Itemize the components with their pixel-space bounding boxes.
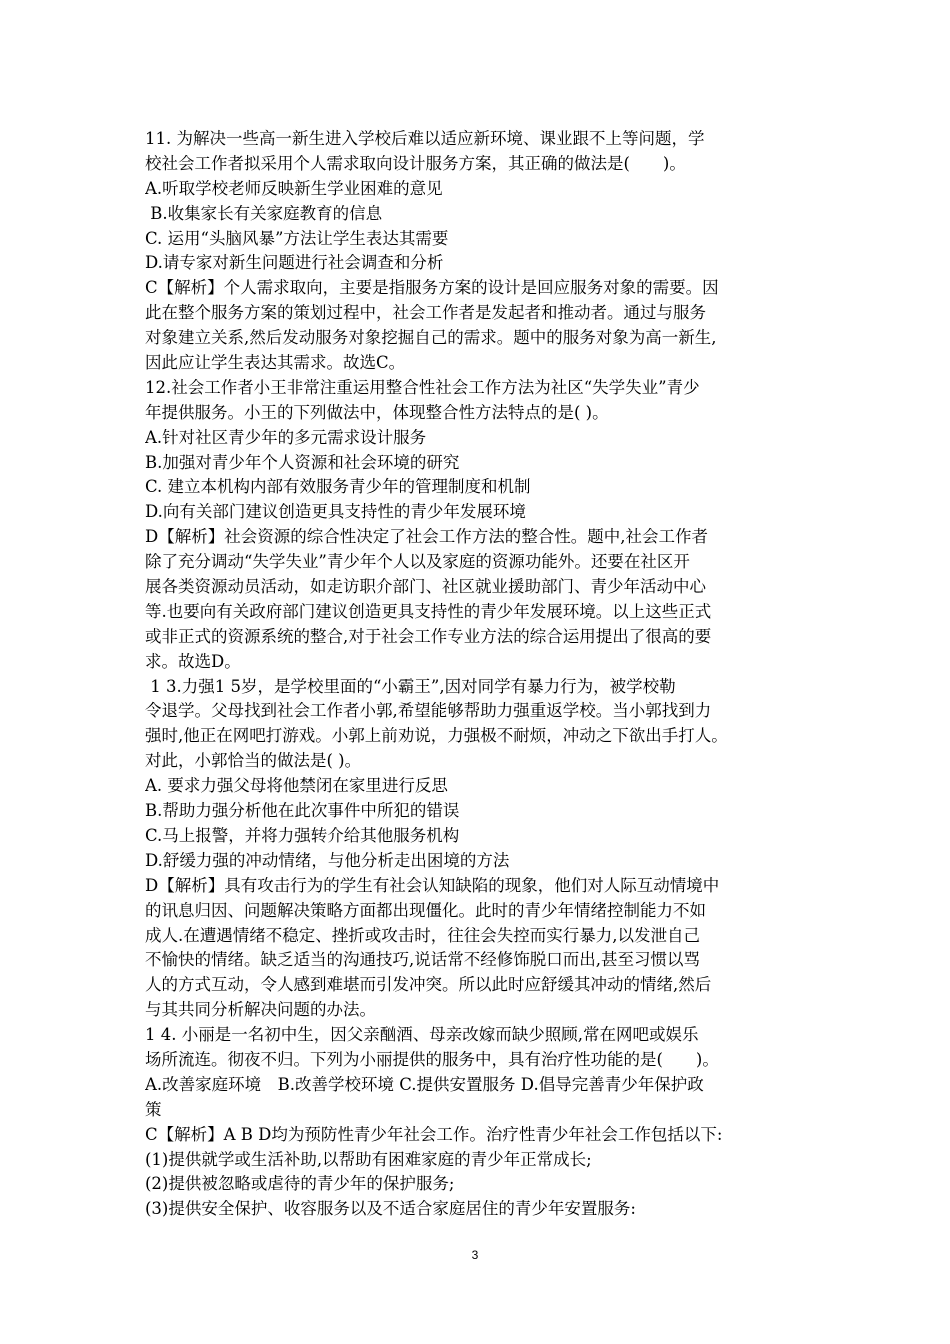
text-line: 1 3.力强1 5岁，是学校里面的“小霸王”,因对同学有暴力行为，被学校勒: [145, 676, 676, 696]
text-line: 策: [145, 1099, 162, 1119]
text-line: (2)提供被忽略或虐待的青少年的保护服务;: [145, 1174, 455, 1194]
text-line: 11. 为解决一些高一新生进入学校后难以适应新环境、课业跟不上等问题，学: [145, 129, 705, 148]
text-line: 或非正式的资源系统的整合,对于社会工作专业方法的综合运用提出了很高的要: [145, 626, 712, 646]
text-line: 展各类资源动员活动，如走访职介部门、社区就业援助部门、青少年活动中心: [145, 577, 706, 597]
text-line: A. 要求力强父母将他禁闭在家里进行反思: [145, 776, 448, 796]
text-line: C.马上报警，并将力强转介给其他服务机构: [145, 825, 460, 845]
text-line: D【解析】社会资源的综合性决定了社会工作方法的整合性。题中,社会工作者: [145, 527, 708, 547]
text-line: 因此应让学生表达其需求。故选C。: [145, 353, 406, 373]
text-line: C【解析】A B D均为预防性青少年社会工作。治疗性青少年社会工作包括以下:: [145, 1124, 723, 1144]
text-line: D【解析】具有攻击行为的学生有社会认知缺陷的现象，他们对人际互动情境中: [145, 875, 720, 895]
text-line: 成人.在遭遇情绪不稳定、挫折或攻击时，往往会失控而实行暴力,以发泄自己: [145, 925, 700, 945]
text-line: 校社会工作者拟采用个人需求取向设计服务方案，其正确的做法是( )。: [145, 153, 686, 173]
text-line: (3)提供安全保护、收容服务以及不适合家庭居住的青少年安置服务:: [145, 1199, 636, 1219]
text-line: 等.也要向有关政府部门建议创造更具支持性的青少年发展环境。以上这些正式: [145, 601, 712, 621]
text-line: 对象建立关系,然后发动服务对象挖掘自己的需求。题中的服务对象为高一新生,: [145, 328, 717, 348]
text-line: C. 运用“头脑风暴”方法让学生表达其需要: [145, 228, 449, 248]
text-line: 除了充分调动“失学失业”青少年个人以及家庭的资源功能外。还要在社区开: [145, 552, 690, 572]
text-line: 的讯息归因、问题解决策略方面都出现僵化。此时的青少年情绪控制能力不如: [145, 900, 706, 920]
text-line: 场所流连。彻夜不归。下列为小丽提供的服务中，具有治疗性功能的是( )。: [145, 1049, 719, 1069]
text-line: 对此，小郭恰当的做法是( )。: [145, 751, 362, 771]
document-body: [145, 127, 825, 1222]
text-line: 令退学。父母找到社会工作者小郭,希望能够帮助力强重返学校。当小郭找到力: [145, 701, 712, 721]
text-line: 与其共同分析解决问题的办法。: [145, 1000, 376, 1020]
text-line: C【解析】个人需求取向，主要是指服务方案的设计是回应服务对象的需要。因: [145, 278, 719, 298]
text-line: B.加强对青少年个人资源和社会环境的研究: [145, 452, 460, 472]
text-line: D.舒缓力强的冲动情绪，与他分析走出困境的方法: [145, 850, 510, 870]
text-line: 1 4. 小丽是一名初中生，因父亲酗酒、母亲改嫁而缺少照顾,常在网吧或娱乐: [145, 1025, 699, 1045]
text-line: (1)提供就学或生活补助,以帮助有困难家庭的青少年正常成长;: [145, 1149, 592, 1169]
text-line: 强时,他正在网吧打游戏。小郭上前劝说，力强极不耐烦，冲动之下欲出手打人。: [145, 726, 728, 746]
text-line: B.收集家长有关家庭教育的信息: [145, 203, 383, 223]
text-line: 求。故选D。: [145, 651, 241, 671]
text-line: 年提供服务。小王的下列做法中，体现整合性方法特点的是( )。: [145, 402, 609, 422]
text-line: 人的方式互动，令人感到难堪而引发冲突。所以此时应舒缓其冲动的情绪,然后: [145, 975, 712, 995]
text-line: D.向有关部门建议创造更具支持性的青少年发展环境: [145, 502, 526, 522]
text-line: D.请专家对新生问题进行社会调查和分析: [145, 253, 444, 273]
text-line: A.听取学校老师反映新生学业困难的意见: [145, 178, 443, 198]
text-line: 12.社会工作者小王非常注重运用整合性社会工作方法为社区“失学失业”青少: [145, 377, 700, 397]
text-line: B.帮助力强分析他在此次事件中所犯的错误: [145, 801, 460, 821]
text-line: A.改善家庭环境 B.改善学校环境 C.提供安置服务 D.倡导完善青少年保护政: [145, 1074, 704, 1094]
text-line: C. 建立本机构内部有效服务青少年的管理制度和机制: [145, 477, 531, 497]
text-line: A.针对社区青少年的多元需求设计服务: [145, 427, 427, 447]
text-line: 不愉快的情绪。缺乏适当的沟通技巧,说话常不经修饰脱口而出,甚至习惯以骂: [145, 950, 700, 970]
page-number: 3: [471, 1248, 479, 1262]
text-line: 此在整个服务方案的策划过程中，社会工作者是发起者和推动者。通过与服务: [145, 303, 706, 323]
